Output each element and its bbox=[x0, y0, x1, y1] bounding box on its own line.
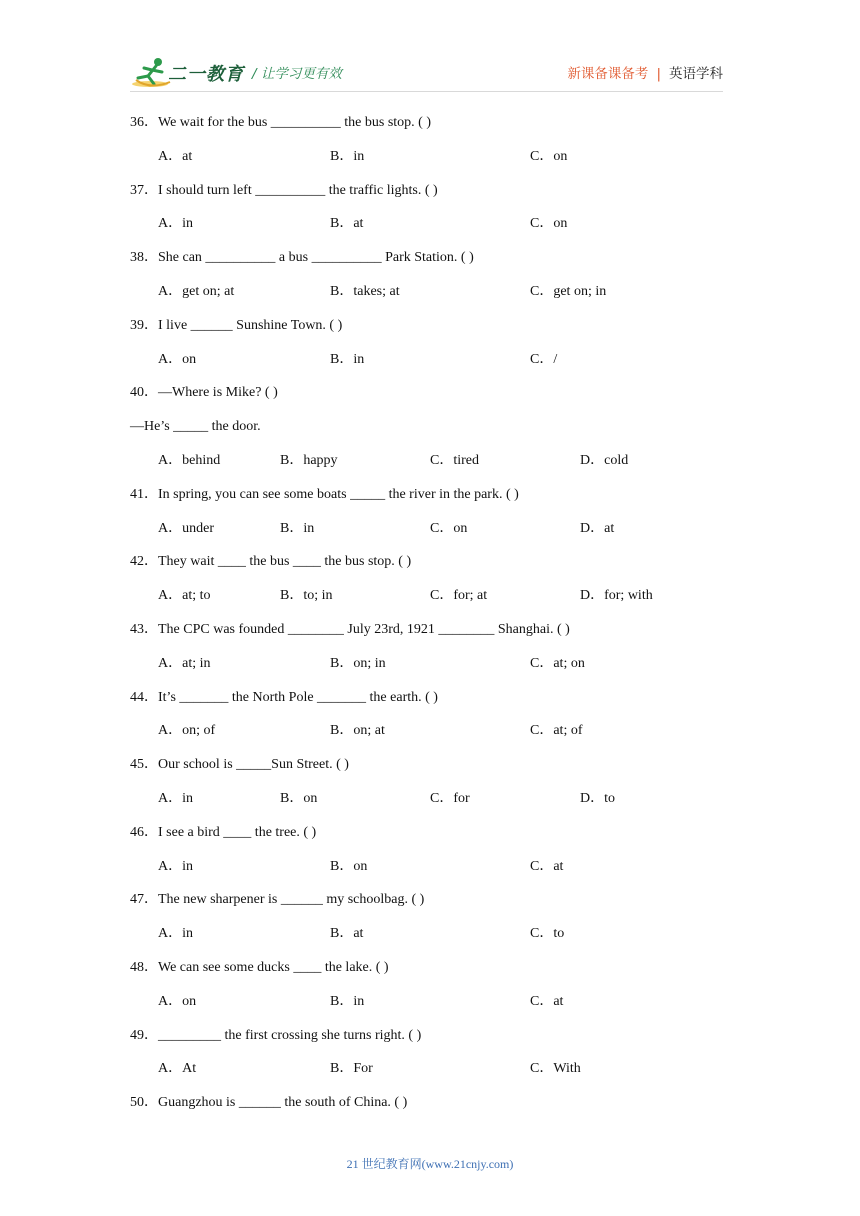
question-stem: 43．The CPC was founded ________ July 23rd, 1921 ________ Shanghai. ( ) bbox=[130, 622, 570, 637]
page-header bbox=[0, 0, 860, 100]
answer-option[interactable]: D．at bbox=[580, 520, 615, 536]
question-stem: 48．We can see some ducks ____ the lake. ( ) bbox=[130, 960, 389, 975]
answer-option[interactable]: A．in bbox=[158, 791, 193, 806]
answer-option[interactable]: C．at; on bbox=[530, 655, 585, 671]
answer-option[interactable]: B．on bbox=[330, 858, 368, 874]
answer-option[interactable]: C．tired bbox=[430, 453, 479, 468]
footer-source: 21 世纪教育网(www.21cnjy.com) bbox=[346, 1157, 514, 1171]
answer-option[interactable]: C．get on; in bbox=[530, 284, 607, 299]
answer-option[interactable]: C．on bbox=[530, 148, 568, 164]
answer-option[interactable]: C．to bbox=[530, 926, 565, 942]
answer-option[interactable]: B．takes; at bbox=[330, 284, 400, 299]
answer-option[interactable]: A．at; in bbox=[158, 655, 211, 671]
answer-option[interactable]: A．get on; at bbox=[158, 284, 235, 299]
slogan: / 让学习更有效 bbox=[252, 66, 342, 82]
answer-option[interactable]: C．for bbox=[430, 791, 470, 806]
answer-option[interactable]: A．in bbox=[158, 858, 193, 874]
answer-option[interactable]: A．in bbox=[158, 216, 193, 232]
question-stem: 36．We wait for the bus __________ the bus stop. ( ) bbox=[130, 115, 431, 130]
answer-option[interactable]: B．happy bbox=[280, 453, 338, 468]
answer-option[interactable]: A．on; of bbox=[158, 723, 216, 739]
answer-option[interactable]: B．For bbox=[330, 1061, 373, 1077]
answer-option[interactable]: B．on bbox=[280, 791, 318, 806]
answer-option[interactable]: B．in bbox=[330, 148, 365, 164]
answer-option[interactable]: A．at bbox=[158, 148, 193, 164]
question-stem: 38．She can __________ a bus __________ Park Station. ( ) bbox=[130, 250, 474, 266]
answer-option[interactable]: B．in bbox=[330, 351, 365, 367]
header-subject: 英语学科 bbox=[669, 66, 723, 82]
answer-option[interactable]: B．to; in bbox=[280, 588, 333, 604]
answer-option[interactable]: D．to bbox=[580, 791, 615, 806]
answer-option[interactable]: C．for; at bbox=[430, 588, 488, 604]
question-stem: 41．In spring, you can see some boats _____ the river in the park. ( ) bbox=[130, 486, 519, 502]
question-stem: 47．The new sharpener is ______ my schoolbag. ( ) bbox=[130, 892, 425, 908]
answer-option[interactable]: C．at bbox=[530, 858, 564, 874]
answer-option[interactable]: A．on bbox=[158, 351, 197, 367]
question-dialogue-line: —He’s _____ the door. bbox=[130, 419, 261, 435]
answer-option[interactable]: A．on bbox=[158, 993, 197, 1009]
question-stem: 50．Guangzhou is ______ the south of China. ( ) bbox=[130, 1095, 408, 1111]
answer-option[interactable]: B．at bbox=[330, 216, 364, 232]
answer-option[interactable]: B．on; in bbox=[330, 655, 386, 671]
answer-option[interactable]: B．in bbox=[330, 993, 365, 1009]
answer-option[interactable]: C．on bbox=[430, 520, 468, 536]
answer-option[interactable]: A．in bbox=[158, 926, 193, 942]
answer-option[interactable]: D．for; with bbox=[580, 588, 653, 604]
question-stem: 42．They wait ____ the bus ____ the bus stop. ( ) bbox=[130, 554, 412, 570]
question-stem: 46．I see a bird ____ the tree. ( ) bbox=[130, 824, 317, 840]
question-stem: 45．Our school is _____Sun Street. ( ) bbox=[130, 757, 349, 773]
header-separator: | bbox=[656, 66, 661, 82]
answer-option[interactable]: C．at bbox=[530, 993, 564, 1009]
question-stem: 37．I should turn left __________ the traffic lights. ( ) bbox=[130, 182, 438, 198]
answer-option[interactable]: B．in bbox=[280, 520, 315, 536]
answer-option[interactable]: A．At bbox=[158, 1061, 197, 1077]
answer-option[interactable]: C．With bbox=[530, 1061, 581, 1077]
header-divider bbox=[130, 91, 723, 92]
answer-option[interactable]: D．cold bbox=[580, 453, 629, 468]
answer-option[interactable]: A．at; to bbox=[158, 588, 211, 604]
brand-name: 二一教育 bbox=[168, 64, 244, 85]
question-stem: 40．—Where is Mike? ( ) bbox=[130, 385, 278, 401]
answer-option[interactable]: B．at bbox=[330, 926, 364, 942]
header-tag: 新课备课备考 bbox=[567, 66, 649, 82]
answer-option[interactable]: C．/ bbox=[530, 351, 558, 367]
question-stem: 39．I live ______ Sunshine Town. ( ) bbox=[130, 317, 343, 333]
answer-option[interactable]: C．on bbox=[530, 216, 568, 232]
answer-option[interactable]: C．at; of bbox=[530, 723, 583, 739]
question-stem: 44．It’s _______ the North Pole _______ the earth. ( ) bbox=[130, 689, 438, 705]
header-right bbox=[567, 62, 723, 82]
answer-option[interactable]: B．on; at bbox=[330, 723, 385, 739]
question-stem: 49．_________ the first crossing she turns right. ( ) bbox=[130, 1027, 422, 1043]
answer-option[interactable]: A．behind bbox=[158, 453, 221, 468]
answer-option[interactable]: A．under bbox=[158, 520, 214, 536]
